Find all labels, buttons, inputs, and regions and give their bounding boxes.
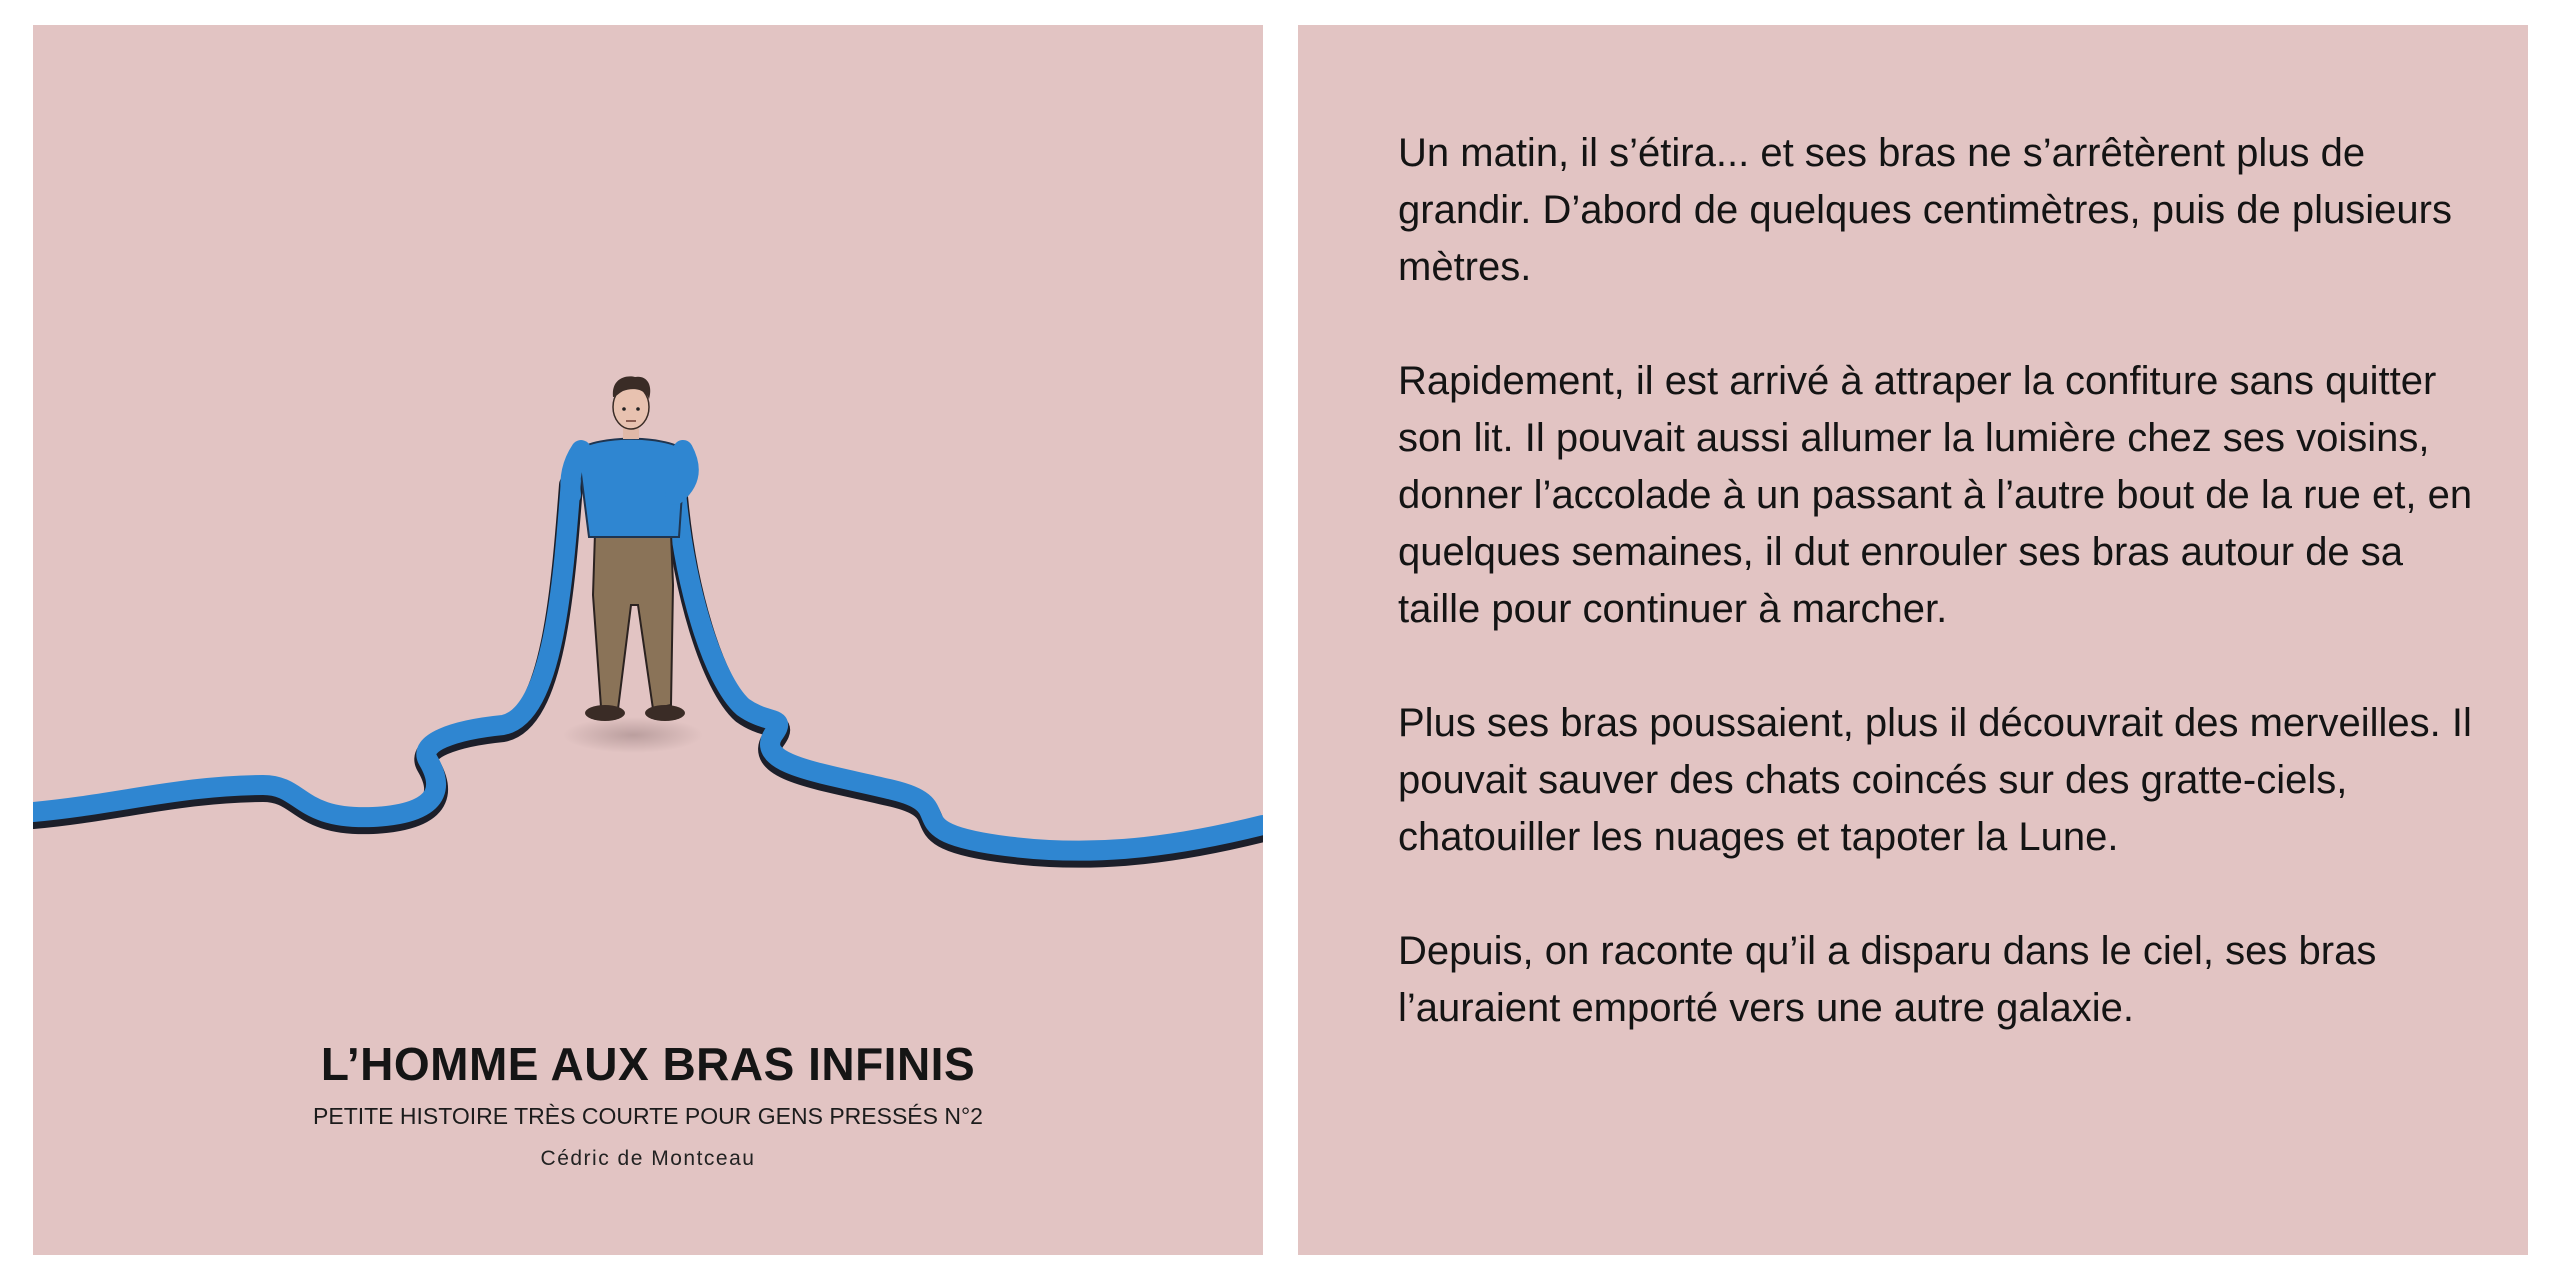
trousers — [593, 533, 673, 709]
left-arm — [33, 480, 571, 817]
cover-subtitle: PETITE HISTOIRE TRÈS COURTE POUR GENS PRESSÉS N°2 — [313, 1103, 983, 1129]
right-shoe — [645, 705, 685, 721]
left-shoe — [585, 705, 625, 721]
story-paragraph-3: Plus ses bras poussaient, plus il découvrait des merveilles. Il pouvait sauver des chats coincés sur des gratte-ciels, chatouiller les nuages et tapoter la Lune. — [1398, 701, 2472, 859]
left-arm-shadow — [33, 485, 571, 822]
right-arm-shadow — [675, 485, 1263, 856]
story-paragraph-4: Depuis, on raconte qu’il a disparu dans le ciel, ses bras l’auraient emporté vers une autre galaxie. — [1398, 929, 2377, 1030]
left-eye — [622, 407, 626, 411]
cover-author: Cédric de Montceau — [540, 1147, 756, 1170]
left-sleeve — [570, 450, 581, 495]
ground-shadow — [563, 717, 703, 753]
story-paragraph-1: Un matin, il s’étira... et ses bras ne s’arrêtèrent plus de grandir. D’abord de quelques centimètres, puis de plusieurs mètres. — [1398, 131, 2452, 289]
right-eye — [636, 407, 640, 411]
story-text — [1398, 125, 2478, 1094]
book-cover — [33, 25, 1263, 1255]
story-paragraph-2: Rapidement, il est arrivé à attraper la confiture sans quitter son lit. Il pouvait aussi allumer la lumière chez ses voisins, donner l’accolade à un passant à l’autre bout de la rue et, en quelques semaines, il dut enrouler ses bras autour de sa taille pour continuer à marcher. — [1398, 359, 2473, 631]
cover-title: L’HOMME AUX BRAS INFINIS — [320, 1038, 976, 1090]
story-page — [1298, 25, 2528, 1255]
right-arm — [675, 480, 1263, 851]
